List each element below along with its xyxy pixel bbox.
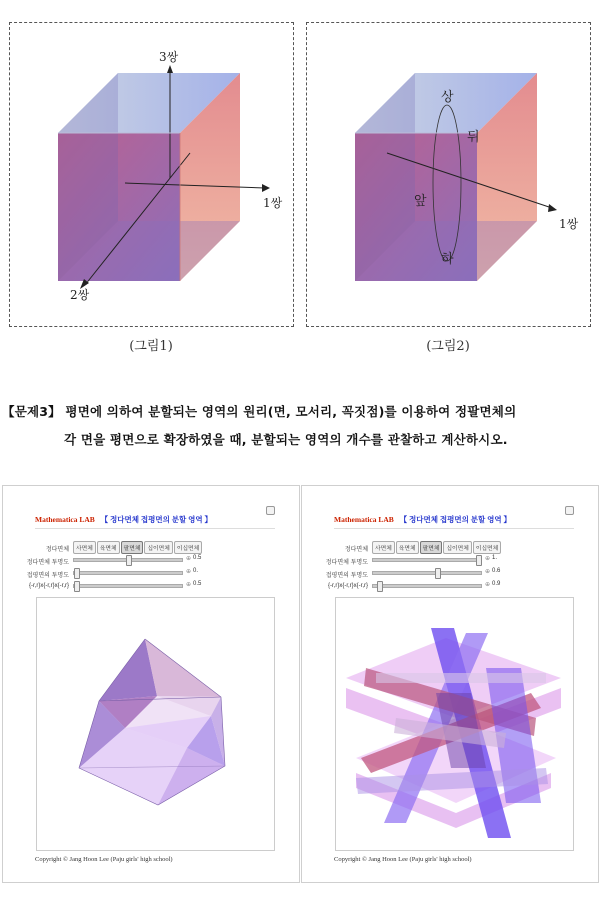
lab-title: Mathematica LAB — [334, 515, 394, 524]
axis-label-2: 2쌍 — [70, 288, 90, 302]
button-icosahedron[interactable]: 이십면체 — [174, 541, 202, 554]
slider-value: 0.9 — [492, 581, 501, 587]
button-hexahedron[interactable]: 육면체 — [396, 541, 419, 554]
slider-thumb[interactable] — [476, 555, 482, 566]
slider[interactable] — [372, 584, 482, 588]
axis-label-1: 1쌍 — [559, 217, 579, 231]
problem-text-1: 평면에 의하여 분할되는 영역의 원리(면, 모서리, 꼭짓점)를 이용하여 정팔면체의 — [65, 404, 517, 419]
panel-subtitle: 【 정다면체 접평면의 분할 영역 】 — [399, 515, 511, 524]
button-icosahedron[interactable]: 이십면체 — [473, 541, 501, 554]
row-label: 정다면체 투명도 — [26, 560, 69, 566]
problem-tag: 【문제3】 — [2, 404, 61, 419]
options-icon[interactable] — [266, 506, 275, 515]
slider[interactable] — [73, 558, 183, 562]
divider — [334, 528, 574, 529]
divider — [35, 528, 275, 529]
caption-figure-1: (그림1) — [129, 339, 173, 354]
button-tetrahedron[interactable]: 사면체 — [73, 541, 96, 554]
figure-1 — [9, 22, 294, 327]
polyhedron-buttons — [372, 541, 502, 554]
button-dodecahedron[interactable]: 십이면체 — [443, 541, 471, 554]
panel-subtitle: 【 정다면체 접평면의 분할 영역 】 — [100, 515, 212, 524]
slider[interactable] — [73, 571, 183, 575]
row-label: 정다면체 — [344, 547, 368, 553]
slider-value: 0.5 — [193, 555, 202, 561]
octahedron-graphic — [37, 598, 274, 850]
axis-label-1: 1쌍 — [263, 196, 283, 210]
row-label: 접평면의 투명도 — [26, 573, 69, 579]
row-label: 정다면체 투명도 — [325, 560, 368, 566]
cube-diagram-2 — [307, 23, 590, 326]
mathematica-panel-1: Mathematica LAB 【 정다면체 접평면의 분할 영역 】 정다면체 사면체 육면체 팔면체 십이면체 이십면체 정다면체 투명도 ⊕ 0.5 접평면의 투명도 ⊕ 0. {-r,r}x{-r,r}x{-r,r} ⊕ 0.5 Copyright © Jang Hoon Lee (Paju girls' high school) — [2, 485, 300, 883]
slider-thumb[interactable] — [74, 568, 80, 579]
figure-2 — [306, 22, 591, 327]
panel-header — [35, 514, 212, 525]
slider-value: 0.6 — [492, 568, 501, 574]
lab-title: Mathematica LAB — [35, 515, 95, 524]
graphics-view[interactable] — [335, 597, 574, 851]
slider-value: 0.5 — [193, 581, 202, 587]
caption-figure-2: (그림2) — [426, 339, 470, 354]
slider-thumb[interactable] — [74, 581, 80, 592]
slider-value: 0. — [193, 568, 199, 574]
slider[interactable] — [372, 558, 482, 562]
slider[interactable] — [372, 571, 482, 575]
label-top: 상 — [441, 90, 454, 105]
row-label: {-r,r}x{-r,r}x{-r,r} — [327, 583, 368, 589]
button-octahedron[interactable]: 팔면체 — [121, 541, 144, 554]
copyright: Copyright © Jang Hoon Lee (Paju girls' high school) — [334, 856, 472, 863]
cube-diagram-1 — [10, 23, 293, 326]
mathematica-panel-2: Mathematica LAB 【 정다면체 접평면의 분할 영역 】 정다면체 사면체 육면체 팔면체 십이면체 이십면체 정다면체 투명도 ⊕ 1. 접평면의 투명도 ⊕ 0.6 {-r,r}x{-r,r}x{-r,r} ⊕ 0.9 Copyright © Jang Hoon Lee (Paju girls' high school) — [301, 485, 599, 883]
slider-thumb[interactable] — [435, 568, 441, 579]
copyright: Copyright © Jang Hoon Lee (Paju girls' high school) — [35, 856, 173, 863]
problem-line-1 — [2, 402, 516, 420]
button-octahedron[interactable]: 팔면체 — [420, 541, 443, 554]
graphics-view[interactable] — [36, 597, 275, 851]
options-icon[interactable] — [565, 506, 574, 515]
slider-value: 1. — [492, 555, 498, 561]
problem-line-2: 각 면을 평면으로 확장하였을 때, 분할되는 영역의 개수를 관찰하고 계산하시오. — [64, 432, 508, 447]
panel-header — [334, 514, 511, 525]
axis-label-3: 3쌍 — [159, 50, 179, 64]
polyhedron-buttons — [73, 541, 203, 554]
slider[interactable] — [73, 584, 183, 588]
extended-planes-graphic — [336, 598, 573, 850]
button-hexahedron[interactable]: 육면체 — [97, 541, 120, 554]
button-tetrahedron[interactable]: 사면체 — [372, 541, 395, 554]
slider-thumb[interactable] — [126, 555, 132, 566]
label-back: 뒤 — [467, 130, 480, 145]
label-bottom: 하 — [441, 252, 454, 267]
row-label: 접평면의 투명도 — [325, 573, 368, 579]
button-dodecahedron[interactable]: 십이면체 — [144, 541, 172, 554]
row-label: {-r,r}x{-r,r}x{-r,r} — [28, 583, 69, 589]
slider-thumb[interactable] — [377, 581, 383, 592]
label-front: 앞 — [414, 194, 427, 209]
row-label: 정다면체 — [45, 547, 69, 553]
